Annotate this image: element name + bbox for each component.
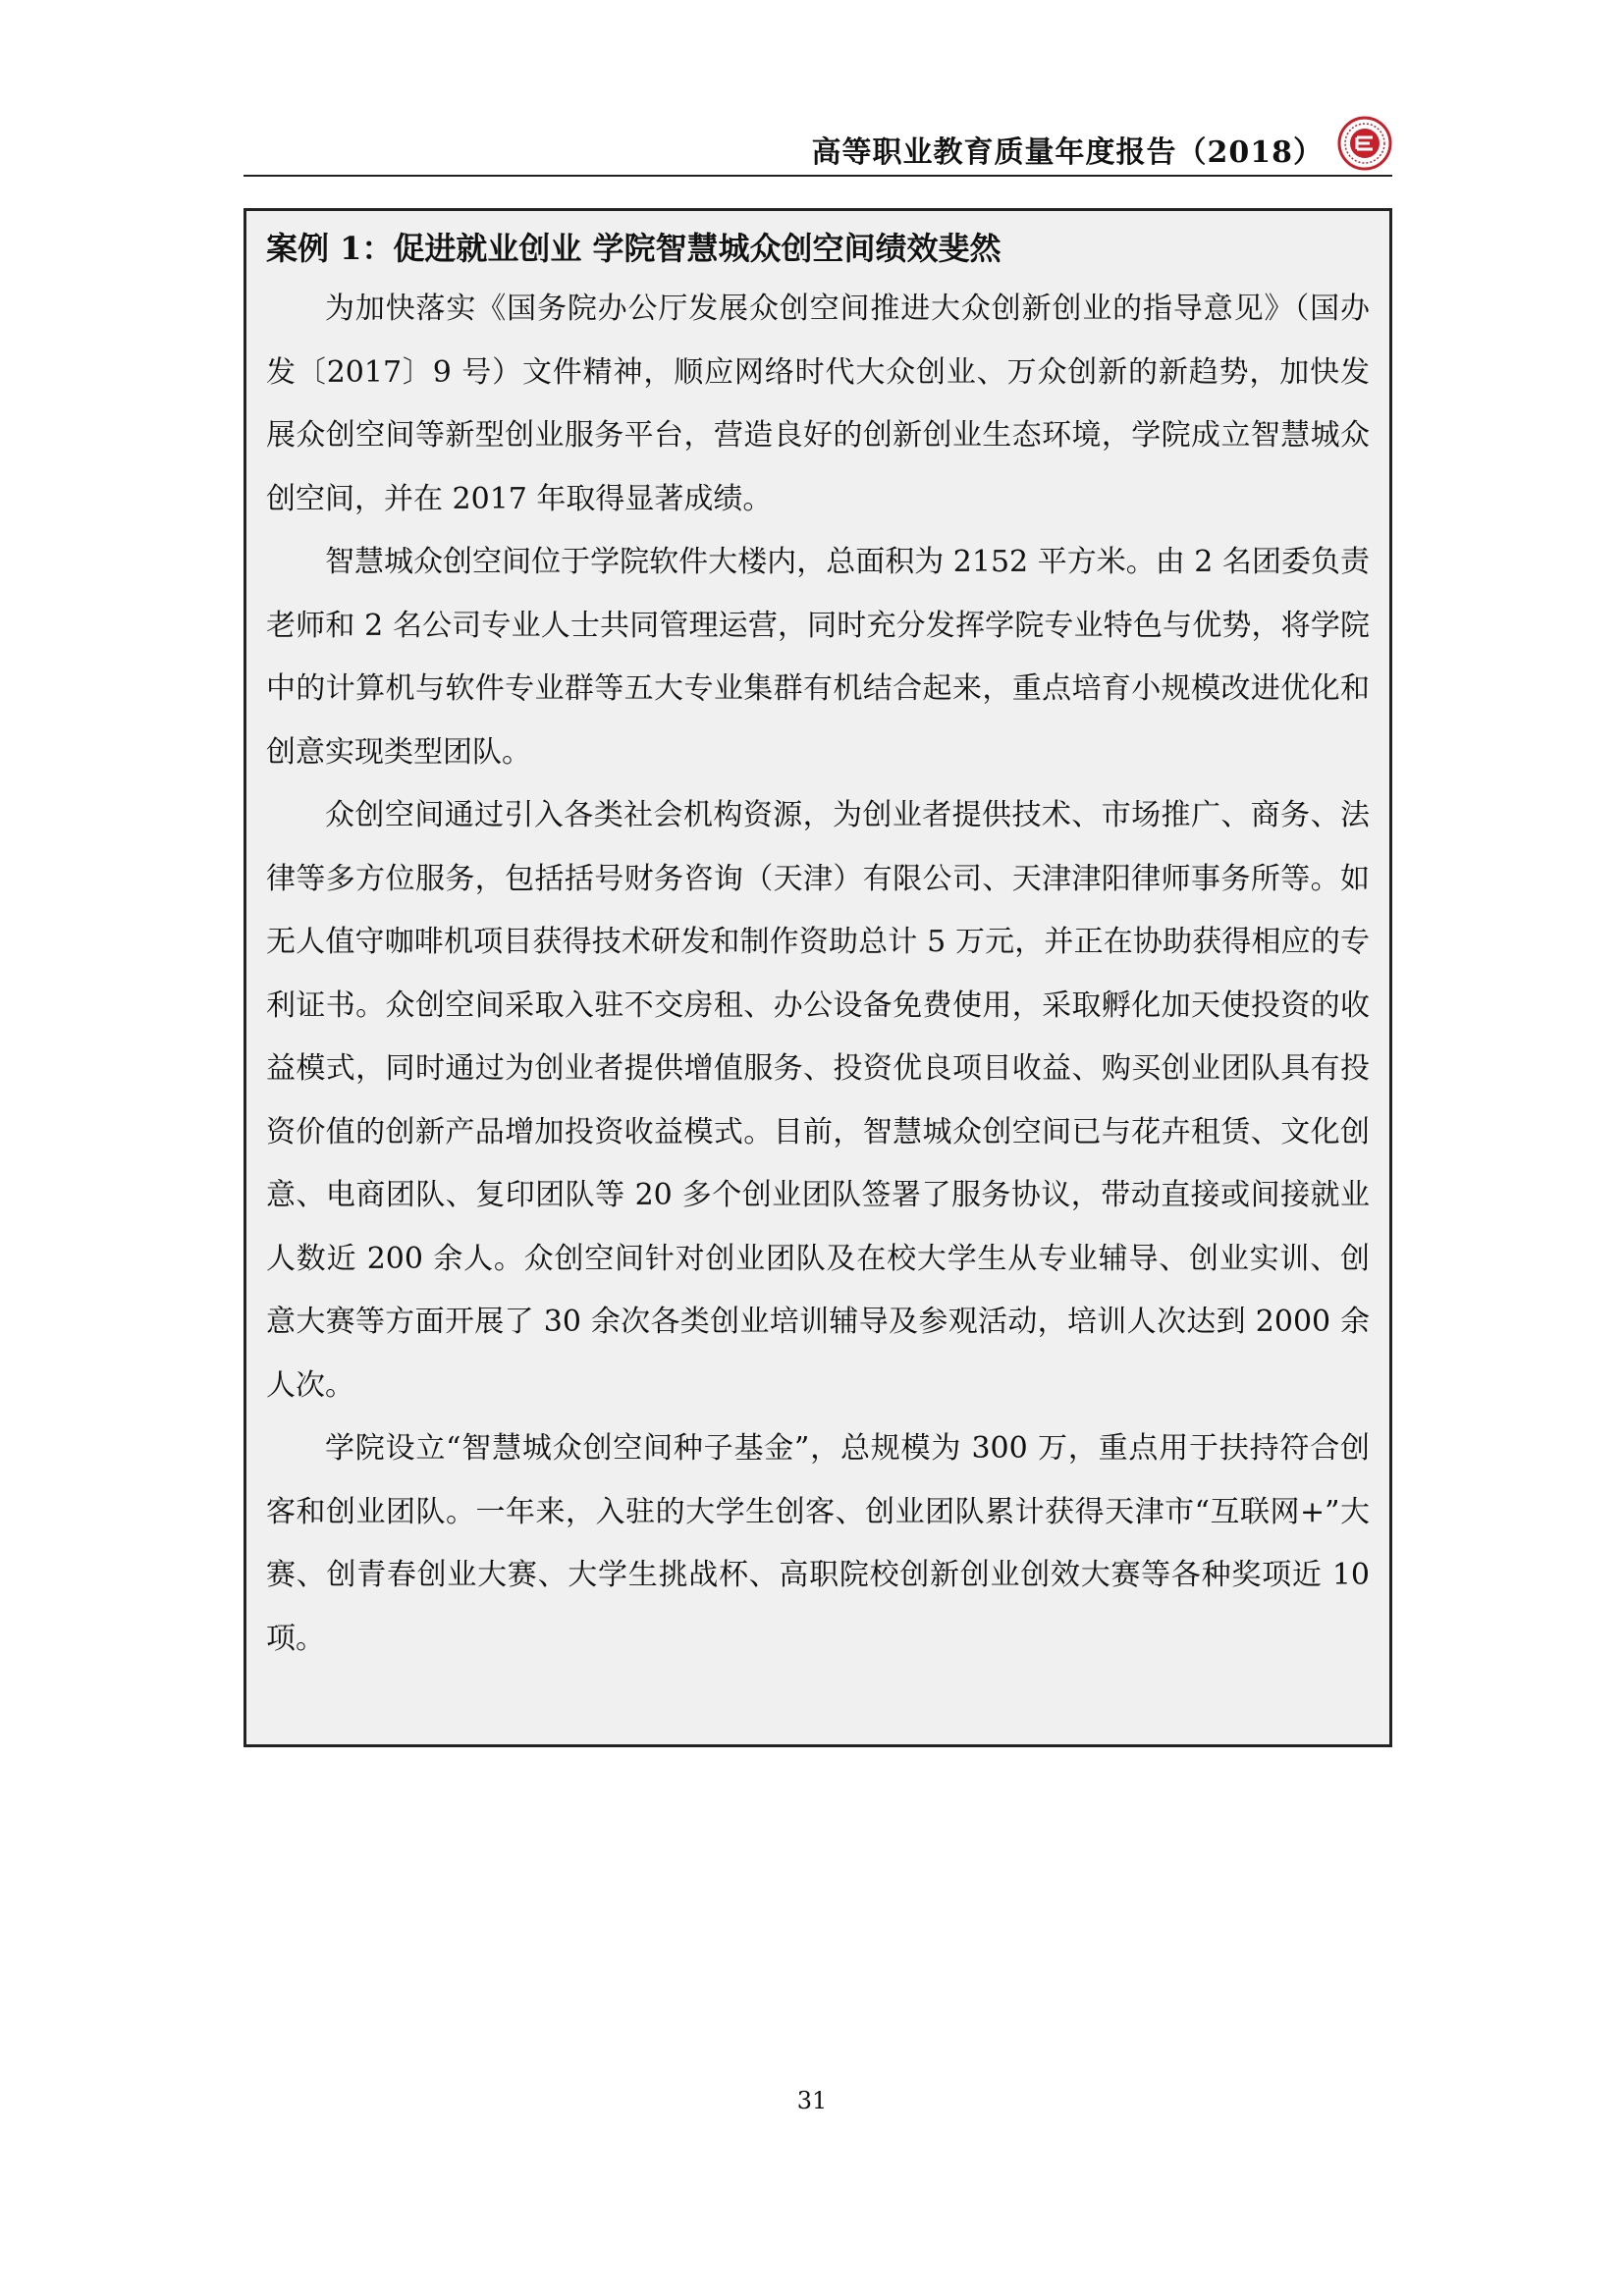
case-paragraph-3: 众创空间通过引入各类社会机构资源，为创业者提供技术、市场推广、商务、法律等多方位服务，包括括号财务咨询（天津）有限公司、天津津阳律师事务所等。如无人值守咖啡机项目获得技术研发和制作资助总计 5 万元，并正在协助获得相应的专利证书。众创空间采取入驻不交房租、办公设备免费使用，采取孵化加天使投资的收益模式，同时通过为创业者提供增值服务、投资优良项目收益、购买创业团队具有投资价值的创新产品增加投资收益模式。目前，智慧城众创空间已与花卉租赁、文化创意、电商团队、复印团队等 20 多个创业团队签署了服务协议，带动直接或间接就业人数近 200 余人。众创空间针对创业团队及在校大学生从专业辅导、创业实训、创意大赛等方面开展了 30 余次各类创业培训辅导及参观活动，培训人次达到 2000 余人次。 [266, 798, 1370, 1403]
case-title: 案例 1：促进就业创业 学院智慧城众创空间绩效斐然 [266, 230, 1001, 267]
case-paragraph-2: 智慧城众创空间位于学院软件大楼内，总面积为 2152 平方米。由 2 名团委负责老师和 2 名公司专业人士共同管理运营，同时充分发挥学院专业特色与优势，将学院中的计算机与软件专业群等五大专业集群有机结合起来，重点培育小规模改进优化和创意实现类型团队。 [266, 545, 1370, 770]
case-paragraph-4: 学院设立“智慧城众创空间种子基金”，总规模为 300 万，重点用于扶持符合创客和创业团队。一年来，入驻的大学生创客、创业团队累计获得天津市“互联网+”大赛、创青春创业大赛、大学生挑战杯、高职院校创新创业创效大赛等各种奖项近 10 项。 [266, 1431, 1370, 1656]
case-paragraph-1: 为加快落实《国务院办公厅发展众创空间推进大众创新创业的指导意见》（国办发〔2017〕9 号）文件精神，顺应网络时代大众创业、万众创新的新趋势，加快发展众创空间等新型创业服务平台，营造良好的创新创业生态环境，学院成立智慧城众创空间，并在 2017 年取得显著成绩。 [266, 292, 1370, 516]
report-title: 高等职业教育质量年度报告（2018） [811, 135, 1324, 170]
college-emblem-graphic [1337, 116, 1392, 171]
case-study-box [244, 208, 1392, 1747]
page-number: 31 [796, 2087, 828, 2114]
page-header [244, 116, 1392, 175]
college-emblem-icon [1337, 116, 1392, 171]
header-divider [244, 175, 1392, 177]
